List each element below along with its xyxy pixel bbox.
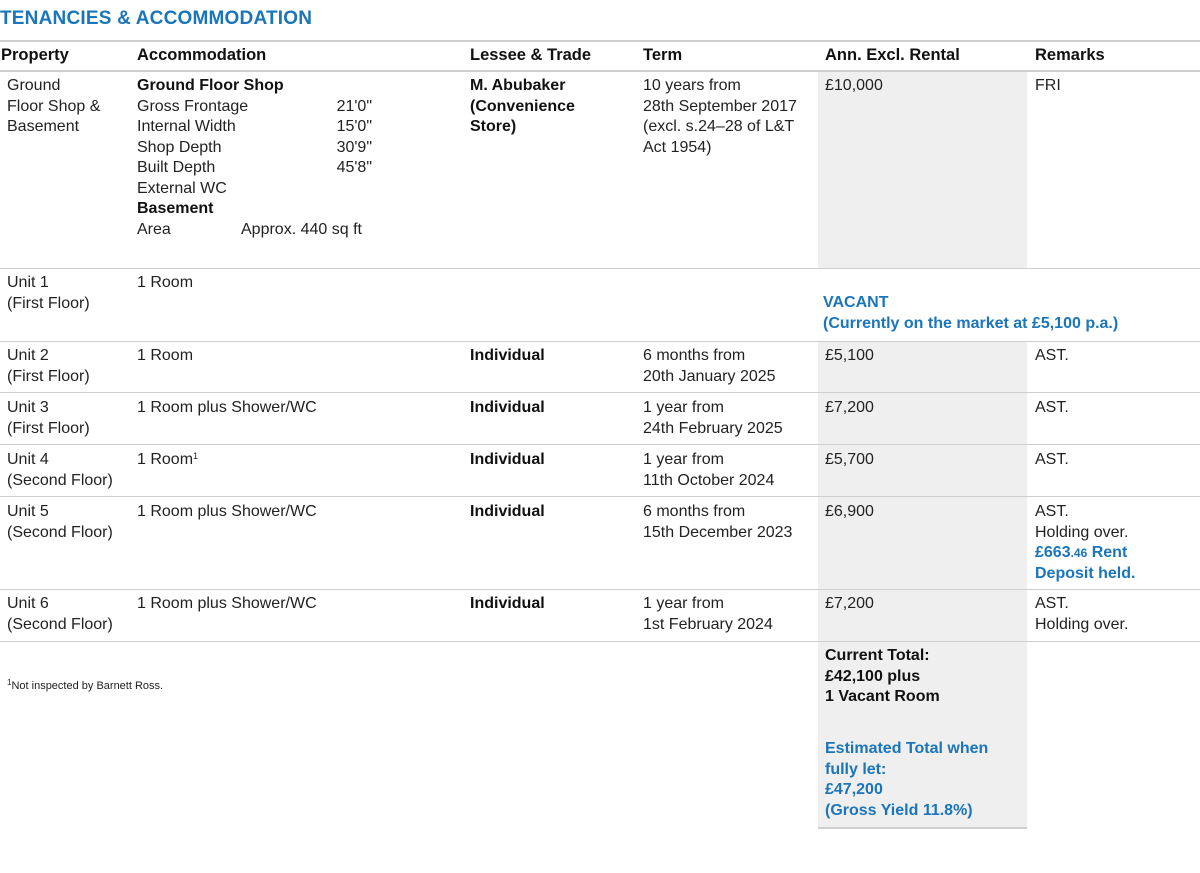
remarks-line: AST. bbox=[1035, 595, 1069, 612]
total-line: 1 Vacant Room bbox=[825, 688, 940, 705]
property-line: (First Floor) bbox=[7, 367, 90, 385]
remarks-line: Holding over. bbox=[1035, 615, 1129, 633]
term-line: 24th February 2025 bbox=[643, 419, 783, 437]
ground-property-line: Ground bbox=[7, 77, 61, 94]
unit5-lessee: Individual bbox=[470, 503, 545, 520]
rule-header bbox=[0, 70, 1200, 72]
lessee-line: Store) bbox=[470, 118, 517, 135]
rental-shade-ground bbox=[818, 72, 1027, 268]
term-line: 28th September 2017 bbox=[643, 97, 797, 115]
unit3-remarks: AST. bbox=[1035, 399, 1069, 416]
rule-unit1 bbox=[0, 341, 1200, 342]
term-line: Act 1954) bbox=[643, 138, 712, 156]
property-line: Unit 4 bbox=[7, 451, 49, 468]
unit2-property bbox=[7, 346, 90, 387]
unit2-rental: £5,100 bbox=[825, 347, 874, 364]
unit1-property bbox=[7, 273, 90, 314]
property-line: (First Floor) bbox=[7, 419, 90, 437]
unit2-remarks: AST. bbox=[1035, 347, 1069, 364]
footnote-text: Not inspected by Barnett Ross. bbox=[11, 680, 164, 692]
unit2-accommodation: 1 Room bbox=[137, 347, 194, 364]
dimension-value: 45'8" bbox=[336, 159, 372, 176]
estimate-line: fully let: bbox=[825, 760, 887, 778]
dimension-value: 21'0" bbox=[336, 97, 372, 115]
ground-rental: £10,000 bbox=[825, 77, 883, 94]
property-line: (Second Floor) bbox=[7, 615, 113, 633]
term-line: 11th October 2024 bbox=[643, 471, 775, 489]
unit6-term bbox=[643, 594, 773, 635]
unit5-remarks bbox=[1035, 502, 1135, 584]
estimate-line: (Gross Yield 11.8%) bbox=[825, 801, 973, 819]
basement-heading: Basement bbox=[137, 200, 214, 217]
header-lessee: Lessee & Trade bbox=[470, 46, 592, 64]
dimension-value: 15'0" bbox=[336, 118, 372, 135]
dimension-row bbox=[137, 158, 372, 179]
header-term: Term bbox=[643, 46, 683, 64]
footnote-marker: 1 bbox=[193, 451, 199, 461]
term-line: 6 months from bbox=[643, 503, 746, 520]
unit5-property bbox=[7, 502, 113, 543]
property-line: Unit 2 bbox=[7, 347, 49, 364]
term-line: 15th December 2023 bbox=[643, 523, 793, 541]
property-line: (Second Floor) bbox=[7, 471, 113, 489]
lessee-line: M. Abubaker bbox=[470, 77, 566, 94]
remarks-line: Holding over. bbox=[1035, 523, 1129, 541]
rule-ground bbox=[0, 268, 1200, 269]
ground-lessee bbox=[470, 76, 575, 138]
dimension-label: Built Depth bbox=[137, 159, 216, 176]
total-line: Current Total: bbox=[825, 647, 930, 664]
rule-totals-bottom bbox=[818, 827, 1027, 829]
term-line: 10 years from bbox=[643, 77, 741, 94]
property-line: Unit 6 bbox=[7, 595, 49, 612]
rule-unit3 bbox=[0, 444, 1200, 445]
ground-accommodation bbox=[137, 76, 372, 240]
vacant-label: VACANT bbox=[823, 294, 889, 311]
unit6-rental: £7,200 bbox=[825, 595, 874, 612]
total-line: £42,100 plus bbox=[825, 667, 921, 685]
ground-property-line: Basement bbox=[7, 118, 80, 135]
unit3-property bbox=[7, 398, 90, 439]
deposit-amount: £663 bbox=[1035, 544, 1071, 561]
unit1-vacant bbox=[823, 293, 1118, 334]
property-line: Unit 1 bbox=[7, 274, 49, 291]
header-rental: Ann. Excl. Rental bbox=[825, 46, 960, 64]
term-line: (excl. s.24–28 of L&T bbox=[643, 118, 795, 135]
rule-unit5 bbox=[0, 589, 1200, 590]
property-line: Unit 5 bbox=[7, 503, 49, 520]
estimated-total bbox=[825, 739, 988, 821]
rule-top bbox=[0, 40, 1200, 42]
unit6-property bbox=[7, 594, 113, 635]
accommodation-text: 1 Room bbox=[137, 451, 194, 468]
rent-deposit-line: Deposit held. bbox=[1035, 564, 1136, 582]
current-total bbox=[825, 646, 940, 708]
area-row bbox=[137, 220, 372, 241]
unit4-remarks: AST. bbox=[1035, 451, 1069, 468]
dimension-value: 30'9" bbox=[336, 138, 372, 156]
unit4-accommodation bbox=[137, 450, 198, 471]
unit4-rental: £5,700 bbox=[825, 451, 874, 468]
rule-unit2 bbox=[0, 392, 1200, 393]
term-line: 20th January 2025 bbox=[643, 367, 776, 385]
ground-property bbox=[7, 76, 100, 138]
dimension-row bbox=[137, 97, 372, 118]
lessee-line: (Convenience bbox=[470, 97, 575, 115]
term-line: 1 year from bbox=[643, 399, 724, 416]
term-line: 1 year from bbox=[643, 595, 724, 612]
unit4-lessee: Individual bbox=[470, 451, 545, 468]
header-property: Property bbox=[1, 46, 69, 64]
term-line: 1st February 2024 bbox=[643, 615, 773, 633]
term-line: 6 months from bbox=[643, 347, 746, 364]
remarks-line: AST. bbox=[1035, 503, 1069, 520]
dimension-row bbox=[137, 138, 372, 159]
unit6-remarks bbox=[1035, 594, 1128, 635]
term-line: 1 year from bbox=[643, 451, 724, 468]
footnote-marker: 1 bbox=[7, 678, 12, 687]
rule-unit4 bbox=[0, 496, 1200, 497]
external-wc: External WC bbox=[137, 179, 227, 197]
unit3-accommodation: 1 Room plus Shower/WC bbox=[137, 399, 317, 416]
unit5-accommodation: 1 Room plus Shower/WC bbox=[137, 503, 317, 520]
property-line: (First Floor) bbox=[7, 294, 90, 312]
unit5-rental: £6,900 bbox=[825, 503, 874, 520]
unit3-rental: £7,200 bbox=[825, 399, 874, 416]
vacant-note: (Currently on the market at £5,100 p.a.) bbox=[823, 314, 1119, 332]
property-line: (Second Floor) bbox=[7, 523, 113, 541]
ground-remarks: FRI bbox=[1035, 77, 1061, 94]
estimate-line: Estimated Total when bbox=[825, 740, 989, 757]
unit3-term bbox=[643, 398, 783, 439]
deposit-pence: .46 bbox=[1070, 546, 1088, 560]
dimension-label: Shop Depth bbox=[137, 138, 222, 156]
unit2-lessee: Individual bbox=[470, 347, 545, 364]
unit6-accommodation: 1 Room plus Shower/WC bbox=[137, 595, 317, 612]
deposit-rest: Rent bbox=[1087, 544, 1128, 561]
footnote bbox=[7, 680, 163, 692]
dimension-label: Gross Frontage bbox=[137, 97, 249, 115]
unit5-term bbox=[643, 502, 792, 543]
rent-deposit-line bbox=[1035, 543, 1135, 564]
unit4-term bbox=[643, 450, 774, 491]
property-line: Unit 3 bbox=[7, 399, 49, 416]
unit6-lessee: Individual bbox=[470, 595, 545, 612]
area-label: Area bbox=[137, 220, 171, 238]
header-remarks: Remarks bbox=[1035, 46, 1105, 64]
ground-term bbox=[643, 76, 797, 158]
shop-heading: Ground Floor Shop bbox=[137, 77, 284, 94]
rule-unit6 bbox=[0, 641, 1200, 642]
unit1-accommodation: 1 Room bbox=[137, 274, 194, 291]
dimension-row bbox=[137, 117, 372, 138]
page-title: TENANCIES & ACCOMMODATION bbox=[0, 8, 313, 29]
header-accommodation: Accommodation bbox=[137, 46, 267, 64]
unit2-term bbox=[643, 346, 776, 387]
ground-property-line: Floor Shop & bbox=[7, 97, 101, 115]
dimension-label: Internal Width bbox=[137, 118, 236, 135]
unit4-property bbox=[7, 450, 113, 491]
unit3-lessee: Individual bbox=[470, 399, 545, 416]
area-value: Approx. 440 sq ft bbox=[241, 220, 362, 238]
estimate-line: £47,200 bbox=[825, 781, 883, 798]
